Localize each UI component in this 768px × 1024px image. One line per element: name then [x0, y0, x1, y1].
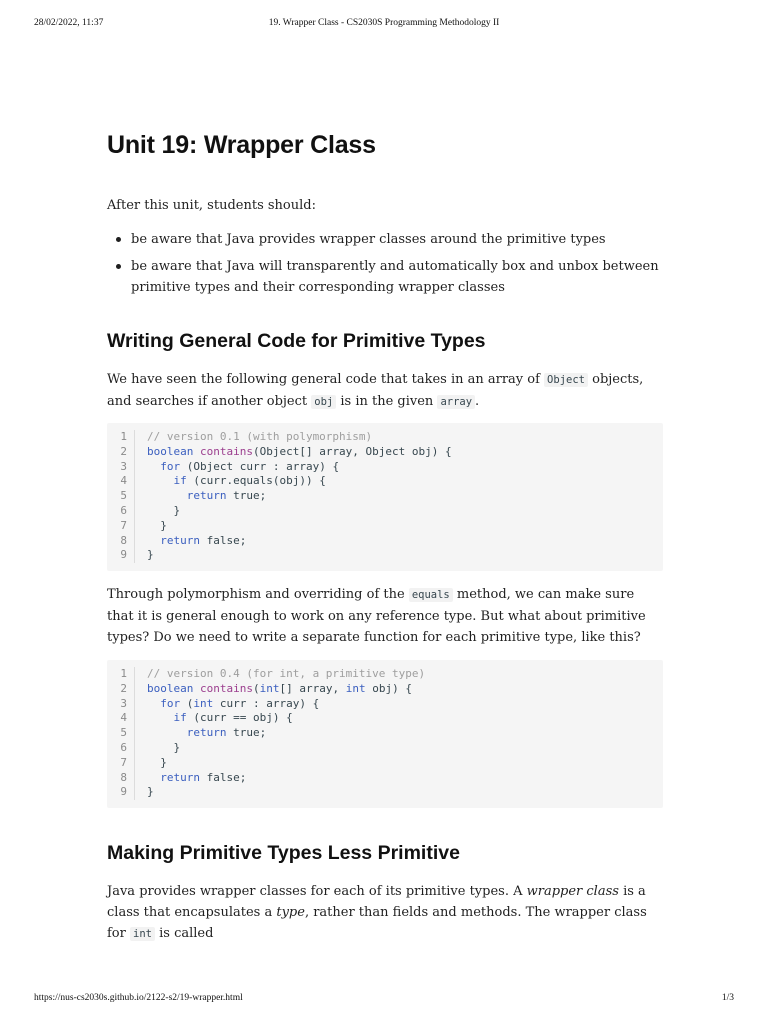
code-token: }	[147, 503, 181, 517]
code-token: }	[147, 518, 167, 532]
line-number: 2	[107, 682, 135, 697]
code-line	[107, 667, 663, 682]
code-token: for	[160, 696, 181, 710]
intro-text: After this unit, students should:	[107, 198, 316, 213]
code-token	[147, 489, 187, 502]
text-run: objects, and searches if another object	[107, 372, 644, 409]
code-line	[107, 682, 663, 697]
code-token: (	[180, 696, 194, 710]
code-token: }	[147, 548, 154, 562]
print-footer	[34, 993, 734, 1003]
code-token: false;	[200, 533, 247, 547]
code-text	[147, 741, 180, 756]
code-text	[147, 682, 412, 697]
text-run: Java provides wrapper classes for each of its primitive types. A	[107, 884, 527, 899]
text-run: is called	[154, 926, 214, 941]
text-run: is a class that encapsulates a	[107, 884, 646, 920]
code-text	[147, 726, 266, 741]
code-text	[147, 756, 167, 771]
code-line	[107, 445, 663, 460]
line-number: 6	[107, 504, 135, 519]
text-run: , rather than fields and methods. The wrapper class for	[107, 905, 647, 941]
print-datetime: 28/02/2022, 11:37	[34, 18, 104, 28]
section-heading-general-code: Writing General Code for Primitive Types	[107, 330, 486, 352]
text-run: is in the given	[336, 394, 438, 409]
code-token: return	[160, 533, 200, 547]
line-number: 4	[107, 474, 135, 489]
inline-code: obj	[311, 395, 336, 409]
inline-code: int	[130, 927, 155, 941]
line-number: 1	[107, 667, 135, 682]
code-token: }	[147, 785, 154, 799]
inline-code: array	[437, 395, 475, 409]
code-line	[107, 519, 663, 534]
code-token: boolean	[147, 681, 194, 695]
code-token: obj) {	[365, 681, 412, 695]
code-token: (curr.equals(obj)) {	[186, 474, 326, 488]
code-line	[107, 460, 663, 475]
code-token: return	[186, 489, 227, 503]
code-token: (Object curr : array) {	[180, 459, 340, 473]
code-token: }	[147, 740, 181, 754]
code-line	[107, 504, 663, 519]
inline-code: equals	[409, 588, 453, 602]
code-token: int	[259, 681, 280, 695]
code-token	[147, 711, 174, 724]
code-token	[147, 726, 187, 739]
code-line	[107, 697, 663, 712]
line-number: 2	[107, 445, 135, 460]
page-title: Unit 19: Wrapper Class	[107, 131, 376, 159]
code-token: true;	[226, 726, 267, 740]
emphasis: type	[276, 905, 305, 920]
code-token: return	[160, 770, 200, 784]
objectives-list	[107, 229, 687, 304]
code-line	[107, 474, 663, 489]
code-line	[107, 430, 663, 445]
code-text	[147, 785, 154, 800]
code-line	[107, 756, 663, 771]
paragraph	[107, 584, 663, 648]
line-number: 9	[107, 548, 135, 563]
code-token: contains	[199, 681, 253, 695]
line-number: 7	[107, 519, 135, 534]
code-text	[147, 771, 246, 786]
text-run: We have seen the following general code that takes in an array of	[107, 372, 545, 387]
code-text	[147, 519, 167, 534]
line-number: 3	[107, 697, 135, 712]
code-token: true;	[226, 489, 267, 503]
code-token: int	[345, 681, 366, 695]
line-number: 5	[107, 726, 135, 741]
code-text	[147, 460, 339, 475]
paragraph	[107, 369, 663, 413]
text-run: .	[475, 394, 480, 409]
code-text	[147, 445, 452, 460]
text-run: method, we can make sure that it is general enough to work on any reference type. But what about primitive types? Do we need to write a separate function for each primitive type, like this?	[107, 587, 646, 645]
print-url: https://nus-cs2030s.github.io/2122-s2/19-wrapper.html	[34, 993, 243, 1003]
code-text	[147, 474, 326, 489]
code-line	[107, 489, 663, 504]
code-line	[107, 548, 663, 563]
print-page-number: 1/3	[721, 993, 734, 1003]
code-text	[147, 711, 293, 726]
code-token: return	[186, 726, 227, 740]
code-token	[147, 474, 174, 487]
code-token	[147, 460, 160, 473]
line-number: 3	[107, 460, 135, 475]
code-block	[107, 660, 663, 808]
code-token: }	[147, 755, 167, 769]
code-token: (curr == obj) {	[186, 711, 293, 725]
code-text	[147, 548, 154, 563]
code-line	[107, 785, 663, 800]
line-number: 7	[107, 756, 135, 771]
code-line	[107, 711, 663, 726]
code-token	[193, 682, 200, 695]
code-text	[147, 697, 319, 712]
code-token	[193, 445, 200, 458]
code-token	[147, 771, 160, 784]
emphasis: wrapper class	[526, 884, 619, 899]
list-item: be aware that Java provides wrapper classes around the primitive types	[131, 229, 687, 250]
line-number: 9	[107, 785, 135, 800]
code-token: for	[160, 459, 181, 473]
code-token: [] array,	[279, 681, 346, 695]
code-token: curr : array) {	[213, 696, 320, 710]
code-token: int	[193, 696, 214, 710]
code-text	[147, 430, 372, 445]
code-line	[107, 741, 663, 756]
list-item: be aware that Java will transparently and automatically box and unbox between primitive types and their corresponding wrapper classes	[131, 256, 687, 298]
inline-code: Object	[544, 373, 588, 387]
code-token	[147, 534, 160, 547]
code-token: if	[173, 474, 187, 488]
code-text	[147, 504, 180, 519]
code-token: (	[252, 681, 260, 695]
code-block	[107, 423, 663, 571]
print-header	[34, 18, 734, 28]
line-number: 1	[107, 430, 135, 445]
code-text	[147, 534, 246, 549]
section-heading-less-primitive: Making Primitive Types Less Primitive	[107, 842, 460, 864]
paragraph	[107, 881, 663, 945]
code-line	[107, 771, 663, 786]
line-number: 8	[107, 534, 135, 549]
code-token	[147, 697, 160, 710]
code-token: (Object[] array, Object obj) {	[252, 444, 452, 458]
code-token: false;	[200, 770, 247, 784]
line-number: 5	[107, 489, 135, 504]
code-token: if	[173, 711, 187, 725]
print-page-title: 19. Wrapper Class - CS2030S Programming Methodology II	[268, 18, 500, 28]
text-run: Through polymorphism and overriding of the	[107, 587, 409, 602]
code-token: contains	[199, 444, 253, 458]
code-line	[107, 534, 663, 549]
code-token: // version 0.1 (with polymorphism)	[147, 430, 373, 443]
code-text	[147, 489, 266, 504]
line-number: 8	[107, 771, 135, 786]
line-number: 4	[107, 711, 135, 726]
code-token: // version 0.4 (for int, a primitive type)	[147, 667, 426, 680]
line-number: 6	[107, 741, 135, 756]
code-line	[107, 726, 663, 741]
code-token: boolean	[147, 444, 194, 458]
code-text	[147, 667, 425, 682]
